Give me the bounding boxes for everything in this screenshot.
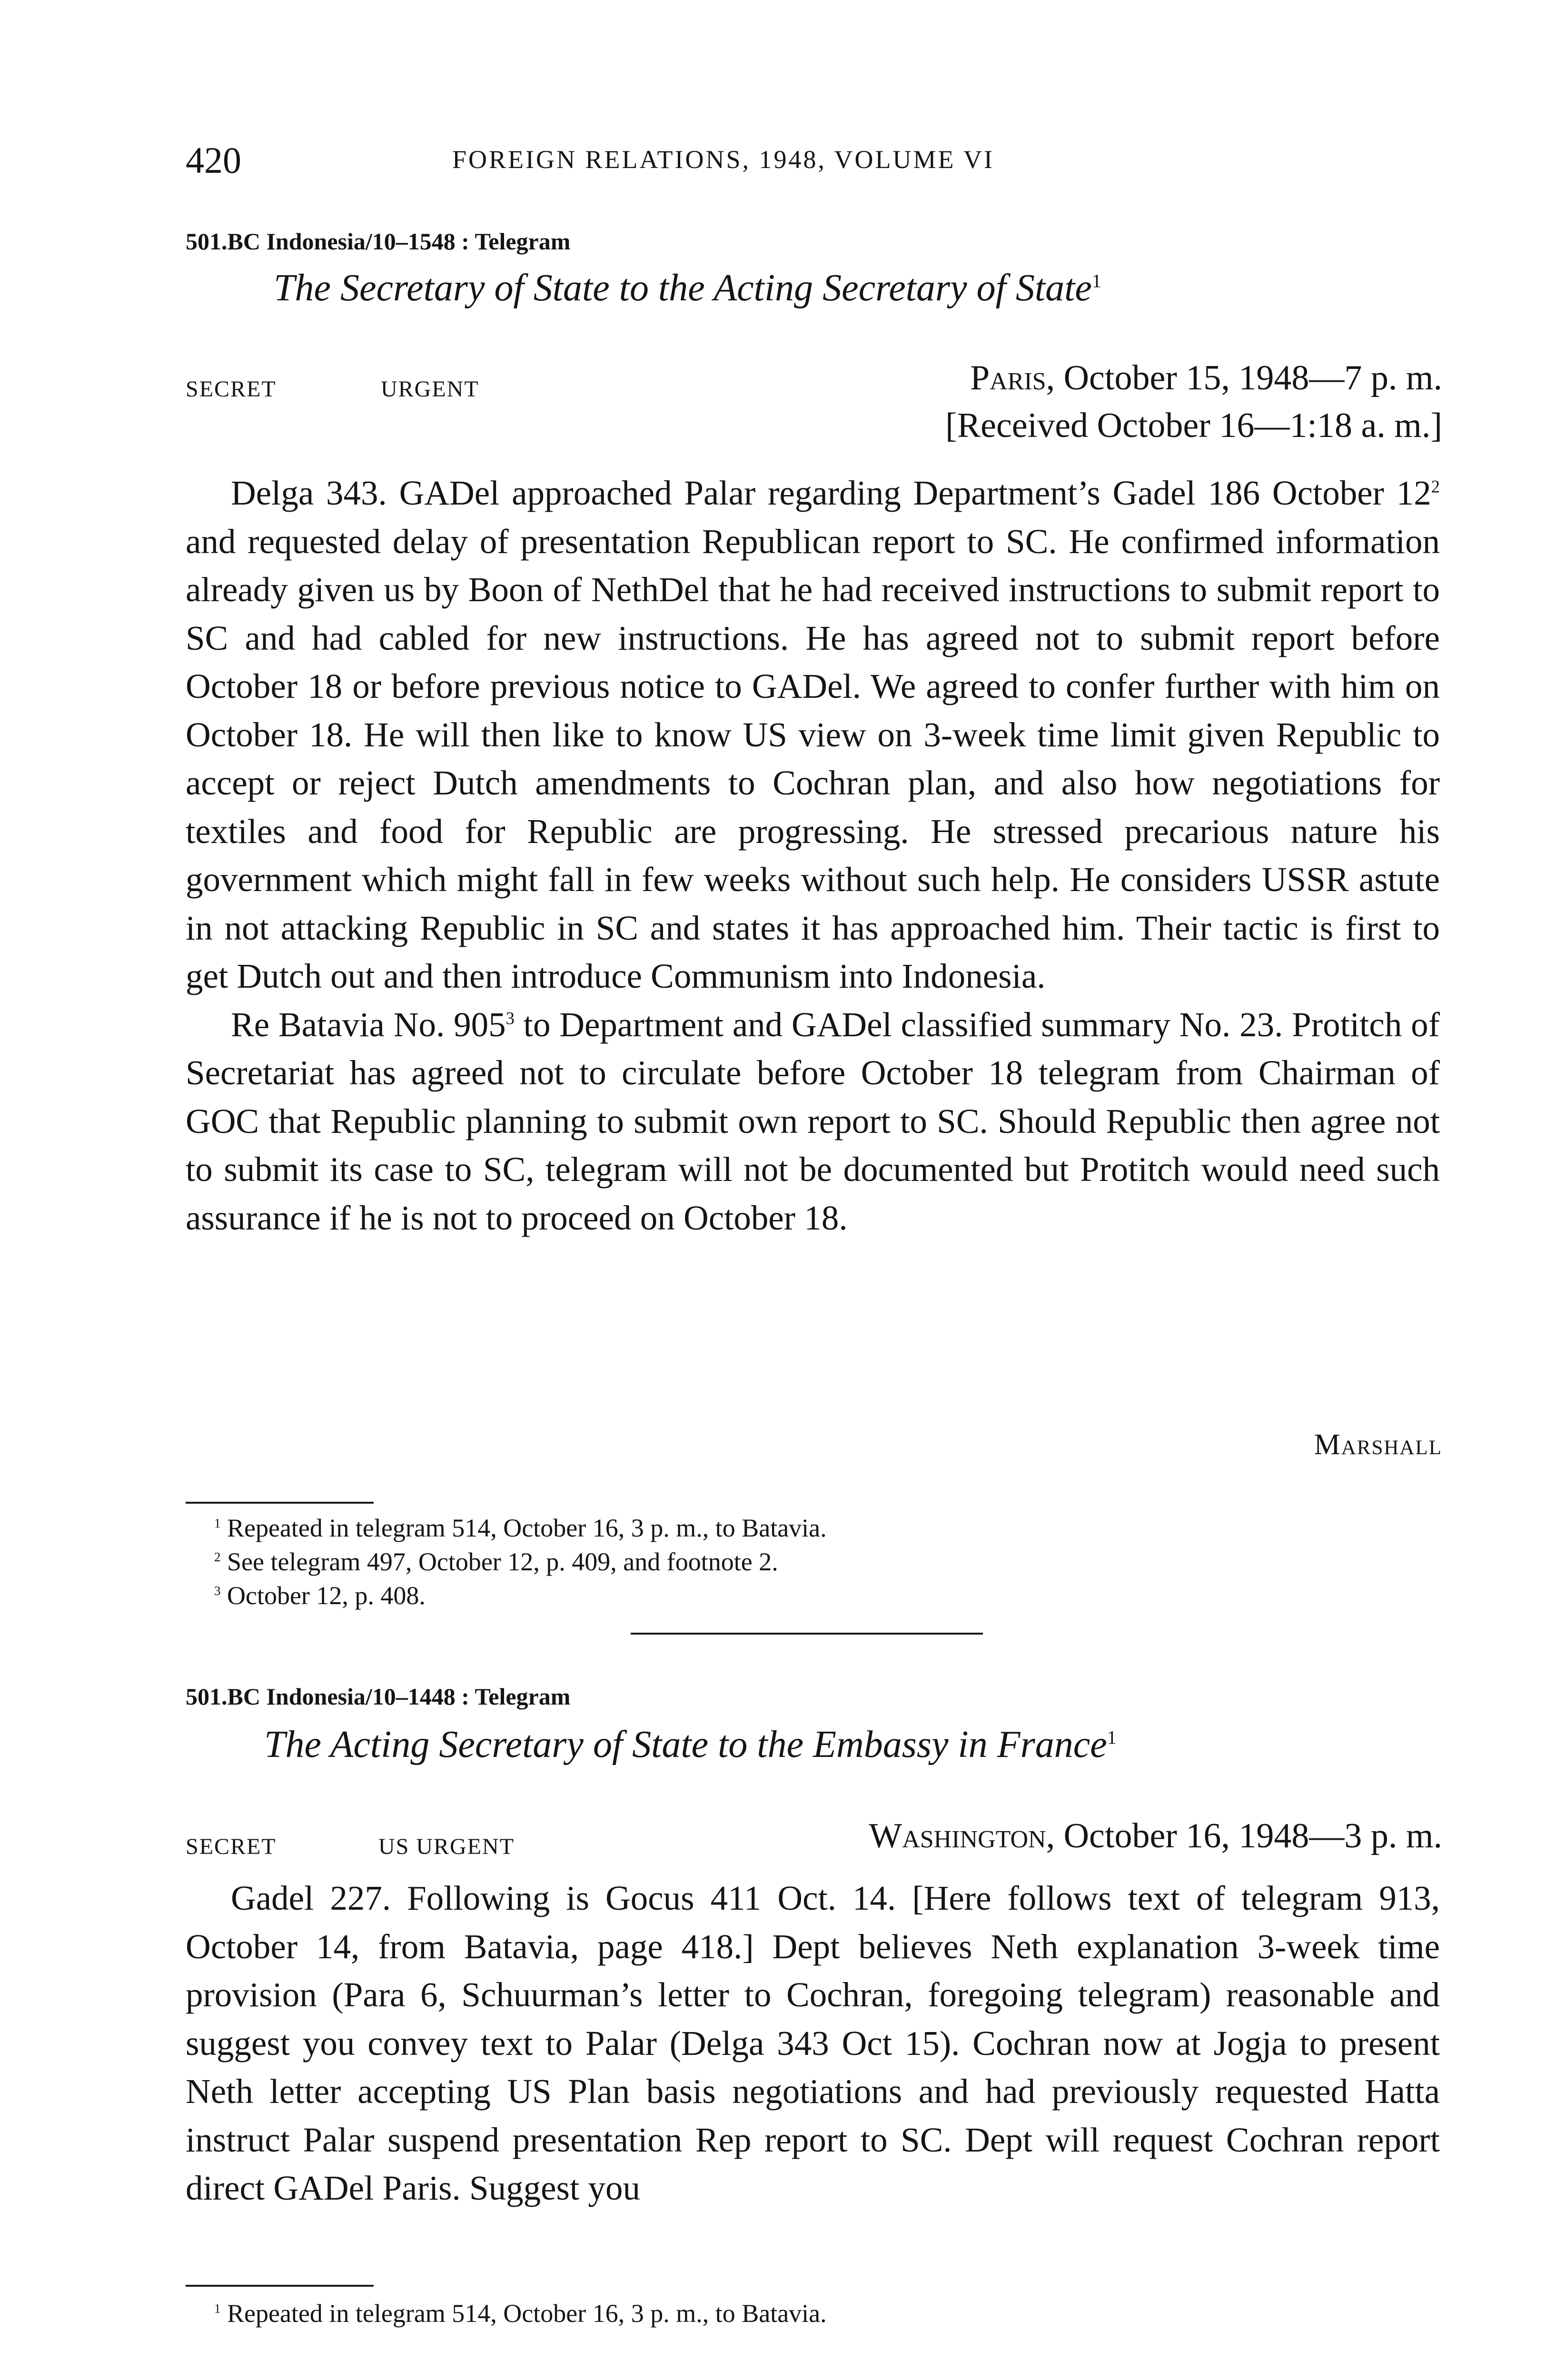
doc1-classification-urgent: URGENT xyxy=(381,377,479,402)
footnote-text: October 12, p. 408. xyxy=(220,1581,426,1610)
footnote-mark: 1 xyxy=(214,2301,221,2316)
doc1-para2-text-a: Re Batavia No. 905 xyxy=(231,1005,506,1044)
doc1-para2-text-b: to Department and GADel classified summary No. 23. Protitch of Secretariat has agreed not to circulate before October 18 telegram from Chairman of GOC that Republic planning to submit own report to SC. Should Republic then agree not to submit its case to SC, telegram will not be documented but Protitch would need such assurance if he is not to proceed on October 18. xyxy=(186,1005,1440,1237)
footnote-text: See telegram 497, October 12, p. 409, and footnote 2. xyxy=(220,1547,778,1576)
doc1-footnote-rule xyxy=(186,1502,374,1504)
doc1-paragraph-1 xyxy=(186,469,1440,1001)
doc2-file-reference: 501.BC Indonesia/10–1448 : Telegram xyxy=(186,1683,571,1710)
doc2-footnote-1 xyxy=(214,2297,827,2330)
doc1-signature: Marshall xyxy=(1314,1428,1442,1461)
section-separator-rule xyxy=(631,1633,983,1635)
doc1-para1-footnote-mark: 2 xyxy=(1431,476,1440,496)
doc2-paragraph-1: Gadel 227. Following is Gocus 411 Oct. 14. [Here follows text of telegram 913, October 14, from Batavia, page 418.] Dept believes Neth explanation 3-week time provision (Para 6, Schuurman’s letter to Cochran, foregoing telegram) reasonable and suggest you convey text to Palar (Delga 343 Oct 15). Cochran now at Jogja to present Neth letter accepting US Plan basis negotiations and had previously requested Hatta instruct Palar suspend presentation Rep report to SC. Dept will request Cochran report direct GADel Paris. Suggest you xyxy=(186,1879,1440,2207)
doc2-classification-us-urgent: US URGENT xyxy=(378,1834,515,1859)
footnote-mark: 3 xyxy=(214,1584,221,1598)
footnote-mark: 2 xyxy=(214,1550,221,1564)
doc2-dateline xyxy=(869,1816,1442,1856)
doc1-title-text: The Secretary of State to the Acting Secretary of State xyxy=(274,267,1092,309)
doc1-received: [Received October 16—1:18 a. m.] xyxy=(945,406,1442,445)
doc1-footnote-3 xyxy=(214,1579,827,1613)
doc2-place: Washington xyxy=(869,1816,1046,1855)
doc1-place: Paris xyxy=(970,358,1046,397)
doc2-title-text: The Acting Secretary of State to the Embassy in France xyxy=(264,1724,1107,1765)
doc2-footnotes xyxy=(214,2297,827,2330)
running-title: FOREIGN RELATIONS, 1948, VOLUME VI xyxy=(452,145,995,174)
doc2-body xyxy=(186,1874,1440,2212)
footnote-text: Repeated in telegram 514, October 16, 3 p. m., to Batavia. xyxy=(220,2299,827,2328)
doc1-footnote-1 xyxy=(214,1511,827,1545)
doc2-footnote-rule xyxy=(186,2285,374,2287)
doc1-para2-footnote-mark: 3 xyxy=(505,1008,515,1028)
doc2-date: , October 16, 1948—3 p. m. xyxy=(1046,1816,1442,1855)
doc1-dateline xyxy=(970,358,1442,398)
doc1-file-reference: 501.BC Indonesia/10–1548 : Telegram xyxy=(186,228,571,255)
doc1-footnote-2 xyxy=(214,1545,827,1579)
doc1-paragraph-2 xyxy=(186,1001,1440,1242)
doc1-body xyxy=(186,469,1440,1242)
footnote-text: Repeated in telegram 514, October 16, 3 p. m., to Batavia. xyxy=(220,1514,827,1542)
doc2-title-footnote-mark: 1 xyxy=(1107,1726,1117,1748)
doc1-title xyxy=(274,267,1101,310)
doc1-para1-text-a: Delga 343. GADel approached Palar regarding Department’s Gadel 186 October 12 xyxy=(231,474,1431,512)
doc1-date: , October 15, 1948—7 p. m. xyxy=(1046,358,1442,397)
doc1-para1-text-b: and requested delay of presentation Republican report to SC. He confirmed information already given us by Boon of NethDel that he had received instructions to submit report to SC and had cabled for new instructions. He has agreed not to submit report before October 18 or before previous notice to GADel. We agreed to confer further with him on October 18. He will then like to know US view on 3-week time limit given Republic to accept or reject Dutch amendments to Cochran plan, and also how negotiations for textiles and food for Republic are progressing. He stressed precarious nature his government which might fall in few weeks without such help. He considers USSR astute in not attacking Republic in SC and states it has approached him. Their tactic is first to get Dutch out and then introduce Communism into Indonesia. xyxy=(186,522,1440,995)
running-head xyxy=(186,139,1442,182)
doc2-classification-secret: SECRET xyxy=(186,1834,277,1859)
doc1-footnotes xyxy=(214,1511,827,1613)
footnote-mark: 1 xyxy=(214,1516,221,1530)
page-number: 420 xyxy=(186,139,241,181)
doc1-classification-secret: SECRET xyxy=(186,377,277,402)
doc1-title-footnote-mark: 1 xyxy=(1091,270,1101,292)
doc2-title xyxy=(264,1723,1117,1766)
